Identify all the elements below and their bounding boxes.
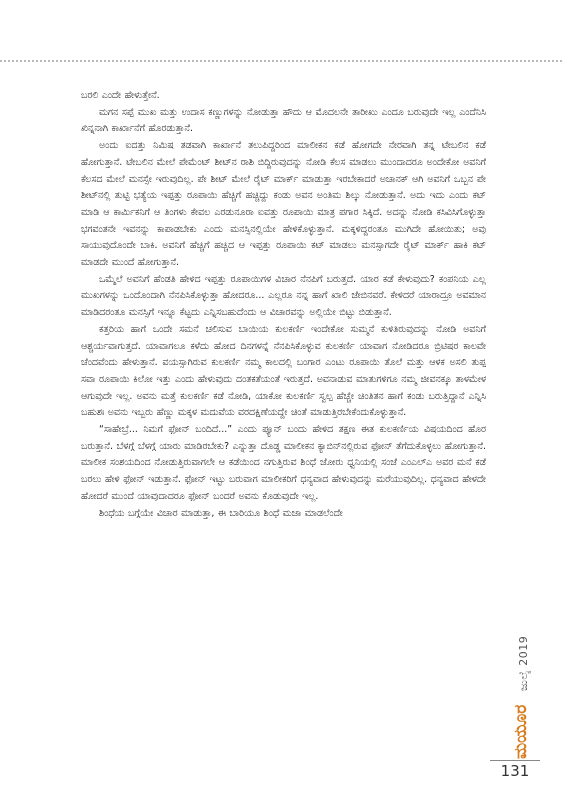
paragraph: ಒಮ್ಮೆಲೆ ಅವನಿಗೆ ಹೆಂಡತಿ ಹೇಳಿದ ಇಪ್ಪತ್ತು ರೂಪಾಯಿಗಳ ವಿಚಾರ ನೆನಪಿಗೆ ಬರುತ್ತದೆ. ಯಾರ ಕಡೆ ಕೇಳುವುದು? ಕಂಪನಿಯ ಎಲ್ಲ ಮುಖಗಳನ್ನು ಒಂದೊಂದಾಗಿ ನೆನಪಿಸಿಕೊಳ್ಳುತ್ತಾ ಹೋದರೂ... ಎಲ್ಲರೂ ನನ್ನ ಹಾಗೆ ಖಾಲಿ ಜೇಬಿನವರೆ. ಕೇಳಿದರೆ ಯಾರಾದ್ರೂ ಅವಮಾನ ಮಾಡಿದರಂತೂ ಮನಸ್ಸಿಗೆ ಇನ್ನೂ ಕೆಟ್ಟದು ಎನ್ನಿಸಬಹುದೆಂದು ಆ ವಿಚಾರವನ್ನು ಅಲ್ಲಿಯೇ ಬಿಟ್ಟು ಬಿಡುತ್ತಾನೆ. (81, 273, 486, 319)
magazine-logo: ಮಯೂರ (511, 704, 531, 760)
top-dotted-divider (0, 60, 562, 62)
paragraph: “ಸಾಹೇಬ್ರೆ... ನಿಮಗೆ ಫೋನ್ ಬಂದಿದೆ...” ಎಂದು ಪ್ಯೂನ್ ಬಂದು ಹೇಳಿದ ತಕ್ಷಣ ಈತ ಕುಲಕರ್ಣಿಯ ವಿಷಯದಿಂದ ಹೊರ ಬರುತ್ತಾನೆ. ಬೆಳಗ್ಗೆ ಬೆಳಗ್ಗೆ ಯಾರು ಮಾಡಿರಬೇಕು? ಎನ್ನುತ್ತಾ ದೊಡ್ಡ ಮಾಲೀಕನ ಕ್ಯಾಬಿನ್‌ನಲ್ಲಿರುವ ಫೋನ್ ತೆಗೆದುಕೊಳ್ಳಲು ಹೋಗುತ್ತಾನೆ. ಮಾಲೀಕ ಸಂಶಯದಿಂದ ನೋಡುತ್ತಿರುವಾಗಲೇ ಆ ಕಡೆಯಿಂದ ನಗುತ್ತಿರುವ ಶಿಂಧೆ ಜೋರು ಧ್ವನಿಯಲ್ಲಿ ಸಂಜೆ ಎಂಎಲ್‌ಎ ಅವರ ಮನೆ ಕಡೆ ಬರಲು ಹೇಳಿ ಫೋನ್ ಇಡುತ್ತಾನೆ. ಫೋನ್ ಇಟ್ಟು ಬರುವಾಗ ಮಾಲೀಕರಿಗೆ ಧನ್ಯವಾದ ಹೇಳುವುದನ್ನು ಮರೆಯುವುದಿಲ್ಲ. ಧನ್ಯವಾದ ಹೇಳದೇ ಹೋದರೆ ಮುಂದೆ ಯಾವುದಾದರೂ ಫೋನ್ ಬಂದರೆ ಅವನು ಕೊಡುವುದೇ ಇಲ್ಲ. (81, 424, 486, 502)
page-number-divider (490, 760, 540, 761)
paragraph: ಕತ್ತರಿಯ ಹಾಗೆ ಒಂದೇ ಸಮನೆ ಚಲಿಸುವ ಬಾಯಿಯ ಕುಲಕರ್ಣಿ ಇಂದೇಕೋ ಸುಮ್ಮನೆ ಕುಳಿತಿರುವುದನ್ನು ನೋಡಿ ಅವನಿಗೆ ಆಶ್ಚರ್ಯವಾಗುತ್ತದೆ. ಯಾವಾಗಲೂ ಕಳೆದು ಹೋದ ದಿನಗಳನ್ನೆ ನೆನಪಿಸಿಕೊಳ್ಳುವ ಕುಲಕರ್ಣಿ ಯಾವಾಗ ನೋಡಿದರೂ ಬ್ರಿಟಿಷರ ಕಾಲವೇ ಚೆಂದವೆಂದು ಹೇಳುತ್ತಾನೆ. ವಯಸ್ಸಾಗಿರುವ ಕುಲಕರ್ಣಿ ನಮ್ಮ ಕಾಲದಲ್ಲಿ ಬಂಗಾರ ಎಂಟು ರೂಪಾಯಿ ತೊಲೆ ಮತ್ತು ಆಳಕ ಅಸಲಿ ತುಪ್ಪ ಸವಾ ರೂಪಾಯಿ ಕಿಲೋ ಇತ್ತು ಎಂದು ಹೇಳುವುದು ದಂತಕತೆಯಂತೆ ಇರುತ್ತದೆ. ಅವನಾಡುವ ಮಾತುಗಳಿಗೂ ನಮ್ಮ ಜೀವನಕ್ಕೂ ತಾಳಮೇಳ ಆಗುವುದೇ ಇಲ್ಲ. ಅವನು ಮತ್ತೆ ಕುಲಕರ್ಣಿ ಕಡೆ ನೋಡಿ, ಯಾಕೋ ಕುಲಕರ್ಣಿ ಸ್ವಲ್ಪ ಹೆಚ್ಚೇ ಚಿಂತಿತನ ಹಾಗೆ ಕಂಡು ಬರುತ್ತಿದ್ದಾನೆ ಎನ್ನಿಸಿ ಬಹುಶಃ ಅವನು ಇಬ್ಬರು ಹೆಣ್ಣು ಮಕ್ಕಳ ಮದುವೆಯ ವರದಕ್ಷಿಣೆಯದ್ದೇ ಚಿಂತೆ ಮಾಡುತ್ತಿರಬೇಕೆಂದುಕೊಳ್ಳುತ್ತಾನೆ. (81, 323, 486, 419)
paragraph: ಶಿಂಧೆಯ ಬಗ್ಗೆಯೇ ವಿಚಾರ ಮಾಡುತ್ತಾ, ಈ ಬಾರಿಯೂ ಶಿಂಧೆ ಮಜಾ ಮಾಡಲೆಂದೇ (99, 507, 343, 519)
paragraph: ಬರಲಿ ಎಂದೇ ಹೇಳುತ್ತೇನೆ. (81, 90, 160, 101)
side-masthead (507, 628, 547, 760)
issue-date: ಜುಲೈ 2019 (517, 635, 530, 691)
paragraph: ಅಂದು ಐದತ್ತು ನಿಮಿಷ ತಡವಾಗಿ ಕಾರ್ಖಾನೆ ತಲುಪಿದ್ದರಿಂದ ಮಾಲೀಕನ ಕಡೆ ಹೋಗದೇ ನೇರವಾಗಿ ತನ್ನ ಟೇಬಲಿನ ಕಡೆ ಹೋಗುತ್ತಾನೆ. ಟೇಬಲಿನ ಮೇಲೆ ಪೇಮೆಂಟ್ ಶೀಟ್‌ನ ರಾಶಿ ಬಿದ್ದಿರುವುದನ್ನು ನೋಡಿ ಕೆಲಸ ಮಾಡಲು ಮುಂದಾದರೂ ಅಂದೇಕೋ ಅವನಿಗೆ ಕೆಲಸದ ಮೇಲೆ ಮನಸ್ಸೇ ಇರುವುದಿಲ್ಲ. ಪೇ ಶೀಟ್ ಮೇಲೆ ರೈಟ್ ಮಾರ್ಕ್ ಮಾಡುತ್ತಾ ಇರಬೇಕಾದರೆ ಅಚಾನಕ್ ಆಗಿ ಅವನಿಗೆ ಒಬ್ಬನ ಪೇ ಶೀಟ್‌ನಲ್ಲಿ ತುಟ್ಟಿ ಭತ್ಯೆಯ ಇಪ್ಪತ್ತು ರೂಪಾಯಿ ಹೆಚ್ಚಿಗೆ ಹಚ್ಚಿದ್ದು ಕಂಡು ಅವನ ಅಂತಿಮ ಶಿಲ್ಕು ನೋಡುತ್ತಾನೆ. ಅದು ಇದು ಎಂದು ಕಟ್ ಮಾಡಿ ಆ ಕಾರ್ಮಿಕನಿಗೆ ಆ ತಿಂಗಳು ಕೇವಲ ಎರಡುನೂರಾ ಐವತ್ತು ರೂಪಾಯಿ ಮಾತ್ರ ಪಗಾರ ಸಿಕ್ಕಿದೆ. ಅದನ್ನು ನೋಡಿ ಕಸಿವಿಸಿಗೊಳ್ಳುತ್ತಾ ಭಗವಂತನೇ ಇವನನ್ನು ಕಾಪಾಡಬೇಕು ಎಂದು ಮನಸ್ಸಿನಲ್ಲಿಯೇ ಹೇಳಿಕೊಳ್ಳುತ್ತಾನೆ. ಮಕ್ಕಳಿದ್ದರಂತೂ ಮುಗಿದೇ ಹೋಯಿತು; ಅವು ಸಾಯುವುದೊಂದೇ ಬಾಕಿ. ಅವನಿಗೆ ಹೆಚ್ಚಿಗೆ ಹಚ್ಚಿದ ಆ ಇಪ್ಪತ್ತು ರೂಪಾಯಿ ಕಟ್ ಮಾಡಲು ಮನಸ್ಸಾಗದೇ ರೈಟ್ ಮಾರ್ಕ್ ಹಾಕಿ ಕಟ್ ಮಾಡದೇ ಮುಂದೆ ಹೋಗುತ್ತಾನೆ. (81, 140, 486, 269)
story-text-column (81, 88, 486, 768)
paragraph: ಮಗನ ಸಪ್ಪೆ ಮುಖ ಮತ್ತು ಉದಾಸ ಕಣ್ಣುಗಳನ್ನು ನೋಡುತ್ತಾ ಹೌದು ಆ ಮೊದಲನೇ ತಾರೀಖು ಎಂದೂ ಬರುವುದೇ ಇಲ್ಲ ಎಂದೆನಿಸಿ ಖಿನ್ನನಾಗಿ ಕಾರ್ಖಾನೆಗೆ ಹೊರಡುತ್ತಾನೆ. (81, 106, 486, 135)
page-number: 131 (500, 762, 530, 780)
